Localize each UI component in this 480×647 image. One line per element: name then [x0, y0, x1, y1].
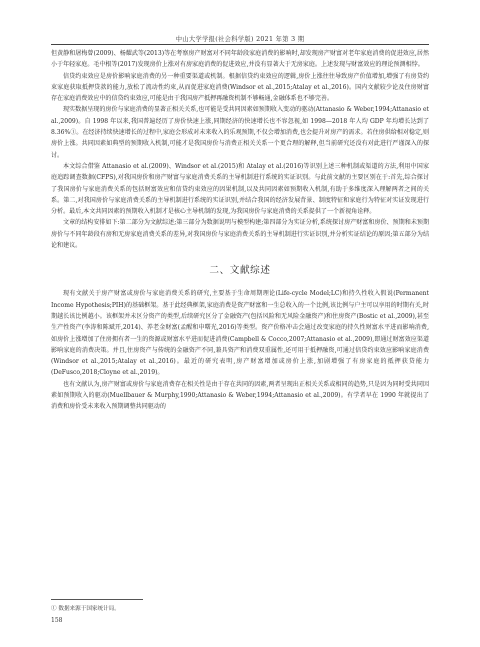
paragraph: 现实数据呈现的房价与家庭消费的显著正相关关系,也可能是受共同因素如预期收入变动的驱动(Attanasio & Weber,1994;Attanasio et al.,2009)。自 1998 年以来,我国普遍经历了房价快速上涨,同期经济的快速增长也不容忽视,如 1998—2018 年人均 GDP 年均增长达到了 8.36%①。在经济持续快速增长的过程中,家庭会形成对未来收入的乐观预期,不仅会增加消费,也会提升对房产的需求。若住房供给相对稳定,则房价上涨。共同因素如典型的预期收入机制,可能才是我国房价与消费正相关关系一个更合理的解释,但当前研究还没有对此进行严谨深入的探讨。 — [51, 106, 429, 159]
section-heading: 二、文献综述 — [209, 265, 271, 277]
header-rule — [51, 44, 429, 45]
footnote: ① 数据来源于国家统计局。 — [51, 606, 120, 612]
paragraph: 也有文献认为,房产财富或房价与家庭消费存在相关性是由于存在共同的因素,两者呈现出正相关关系或相同的趋势,只是因为同时受共同因素如预期收入的驱动(Muellbauer & Murphy,1990;Attanasio & Weber,1994;Attanasio et al.,2009)。有学者早在 1990 年就提出了消费和房价受未来收入预期调整共同驱动的 — [51, 380, 429, 411]
footnote-rule — [51, 599, 143, 600]
page-number: 158 — [51, 617, 63, 624]
paragraph: 文章的结构安排如下:第二部分为文献综述;第三部分为数据说明与模型构建;第四部分为实证分析,系统探讨房产财富和房价、预期和未预期房价与不同年龄段有房和无房家庭消费关系的差异,对我国房价与家庭消费关系的主导机制进行实证识别,并分析实证结论的原因;第五部分为结论和建议。 — [51, 219, 429, 250]
paragraph: 现有文献关于房产财富或房价与家庭消费关系的研究,主要基于生命周期理论(Life-cycle Model;LC)和持久性收入假说(Permanent Income Hypothesis;PIH)的基础框架。基于此经典框架,家庭消费是资产财富和一生总收入的一个比例,该比例与户主可以享用的时期有关,时期越长该比例越小。该框架并未区分资产的类型,后续研究区分了金融资产(包括风险和无风险金融资产)和住房资产(Bostic et al.,2009),甚至生产性资产(李涛和陈斌开,2014)、养老金财富(孟醒和申曙光,2016)等类型。资产价格冲击会通过改变家庭的持久性财富水平进而影响消费,如房价上涨增加了住房拥有者一生的资源或财富水平进而促进消费(Campbell & Cocco,2007;Attanasio et al.,2009),即通过财富效应渠道影响家庭的消费决策。并且,住房资产与传统的金融资产不同,兼具资产和消费双重属性,还可用于抵押融资,可通过信贷约束效应影响家庭消费(Windsor et al.,2015;Atalay et al.,2016)。最近的研究表明,房产财富增加或房价上涨,加剧增强了有房家庭的抵押获贷能力(DeFusco,2018;Cloyne et al.,2019)。 — [51, 290, 429, 377]
paragraph: 本文综合借鉴 Attanasio et al.(2009)、Windsor et al.(2015)和 Atalay et al.(2016)等识别上述三种机制或渠道的方法,利用中国家庭追踪调查数据(CFPS),对我国房价和房产财富与家庭消费关系的主导机制进行系统的实证识别。与此前文献的主要区别在于:首先,综合探讨了我国房价与家庭消费关系的包括财富效应和信贷约束效应的因果机制,以及共同因素如预期收入机制,有助于多维度深入理解两者之间的关系。第二,对我国房价与家庭消费关系的主导机制进行系统的实证识别,并结合我国的经济发展背景、制度特征和家庭行为特征对实证发现进行分析。最后,本文共同因素的预期收入机制才是核心主导机制的发现,为我国房价与家庭消费的关系提供了一个新视角诠释。 — [51, 162, 429, 216]
paragraph: 信贷约束效应是房价影响家庭消费的另一种重要渠道或机制。根据信贷约束效应的逻辑,房价上涨往往导致房产价值增加,增强了有房贷约束家庭获取抵押贷款的能力,放松了流动性约束,从而促进家庭消费(Windsor et al.,2015;Atalay et al.,2016)。国内文献较少论及住房财富存在家庭消费效应中的信贷约束效应,可能是由于我国房产抵押再融资机制不够畅通,金融体系也不够完善。 — [51, 72, 429, 103]
running-head: 中山大学学报(社会科学版) 2021 年第 3 期 — [175, 36, 305, 43]
article-body — [51, 48, 429, 413]
paragraph: 但黄静和屠梅曾(2009)、杨耀武等(2013)等在考察房产财富对不同年龄段家庭消费的影响时,却发现房产财富对老年家庭消费的促进效应,居然小于年轻家庭。毛中根等(2017)发现房价上涨对有房家庭消费的促进效应,并没有显著大于无房家庭。上述发现与财富效应的理论预测相悖。 — [51, 50, 429, 69]
